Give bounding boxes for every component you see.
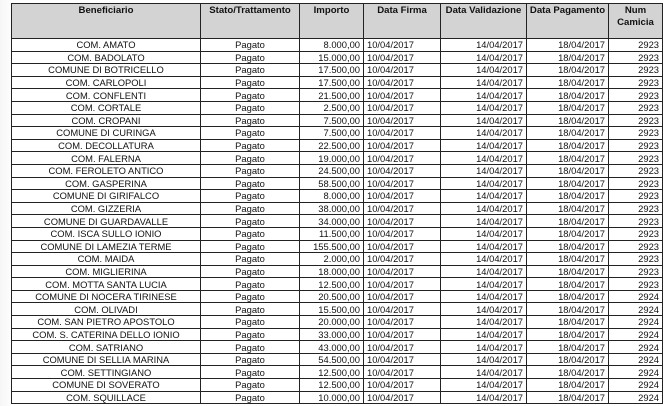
cell-beneficiario: COM. CONFLENTI — [12, 89, 201, 102]
cell-data-firma: 10/04/2017 — [364, 227, 441, 240]
cell-data-validazione: 14/04/2017 — [441, 114, 527, 127]
header-num-camicia: Num Camicia — [609, 4, 663, 39]
cell-beneficiario: COM. DECOLLATURA — [12, 139, 201, 152]
cell-num-camicia: 2923 — [609, 76, 663, 89]
table-row — [12, 227, 663, 240]
cell-beneficiario: COM. FALERNA — [12, 152, 201, 165]
cell-importo: 7.500,00 — [300, 114, 364, 127]
cell-beneficiario: COMUNE DI GIRIFALCO — [12, 190, 201, 203]
cell-data-pagamento: 18/04/2017 — [527, 253, 609, 266]
cell-data-firma: 10/04/2017 — [364, 39, 441, 52]
cell-data-pagamento: 18/04/2017 — [527, 64, 609, 77]
cell-data-firma: 10/04/2017 — [364, 328, 441, 341]
cell-num-camicia: 2924 — [609, 353, 663, 366]
cell-beneficiario: COM. CORTALE — [12, 101, 201, 114]
cell-data-validazione: 14/04/2017 — [441, 51, 527, 64]
header-row — [12, 4, 663, 39]
cell-data-validazione: 14/04/2017 — [441, 127, 527, 140]
table-row — [12, 341, 663, 354]
cell-importo: 17.500,00 — [300, 64, 364, 77]
cell-beneficiario: COM. S. CATERINA DELLO IONIO — [12, 328, 201, 341]
table-row — [12, 303, 663, 316]
cell-beneficiario: COM. SAN PIETRO APOSTOLO — [12, 316, 201, 329]
cell-importo: 12.500,00 — [300, 278, 364, 291]
cell-data-firma: 10/04/2017 — [364, 379, 441, 392]
cell-beneficiario: COM. CARLOPOLI — [12, 76, 201, 89]
cell-num-camicia: 2923 — [609, 164, 663, 177]
cell-stato: Pagato — [201, 341, 300, 354]
cell-beneficiario: COMUNE DI CURINGA — [12, 127, 201, 140]
cell-data-firma: 10/04/2017 — [364, 253, 441, 266]
cell-importo: 15.000,00 — [300, 51, 364, 64]
cell-stato: Pagato — [201, 177, 300, 190]
cell-data-firma: 10/04/2017 — [364, 341, 441, 354]
cell-num-camicia: 2924 — [609, 379, 663, 392]
cell-data-firma: 10/04/2017 — [364, 101, 441, 114]
cell-importo: 38.000,00 — [300, 202, 364, 215]
table-row — [12, 127, 663, 140]
cell-data-pagamento: 18/04/2017 — [527, 202, 609, 215]
cell-data-firma: 10/04/2017 — [364, 89, 441, 102]
cell-beneficiario: COM. SETTINGIANO — [12, 366, 201, 379]
cell-data-pagamento: 18/04/2017 — [527, 341, 609, 354]
cell-stato: Pagato — [201, 303, 300, 316]
cell-importo: 21.500,00 — [300, 89, 364, 102]
cell-data-pagamento: 18/04/2017 — [527, 353, 609, 366]
table-row — [12, 190, 663, 203]
cell-beneficiario: COM. ISCA SULLO IONIO — [12, 227, 201, 240]
cell-beneficiario: COM. BADOLATO — [12, 51, 201, 64]
table-row — [12, 278, 663, 291]
cell-stato: Pagato — [201, 190, 300, 203]
cell-data-firma: 10/04/2017 — [364, 366, 441, 379]
cell-num-camicia: 2923 — [609, 177, 663, 190]
cell-data-validazione: 14/04/2017 — [441, 39, 527, 52]
cell-num-camicia: 2924 — [609, 328, 663, 341]
cell-data-firma: 10/04/2017 — [364, 76, 441, 89]
table-row — [12, 328, 663, 341]
cell-stato: Pagato — [201, 51, 300, 64]
cell-data-pagamento: 18/04/2017 — [527, 379, 609, 392]
cell-importo: 8.000,00 — [300, 190, 364, 203]
cell-data-firma: 10/04/2017 — [364, 278, 441, 291]
cell-stato: Pagato — [201, 89, 300, 102]
cell-data-firma: 10/04/2017 — [364, 240, 441, 253]
cell-stato: Pagato — [201, 39, 300, 52]
cell-data-pagamento: 18/04/2017 — [527, 152, 609, 165]
cell-num-camicia: 2923 — [609, 139, 663, 152]
cell-beneficiario: COM. CROPANI — [12, 114, 201, 127]
cell-importo: 155.500,00 — [300, 240, 364, 253]
cell-data-firma: 10/04/2017 — [364, 190, 441, 203]
cell-data-validazione: 14/04/2017 — [441, 290, 527, 303]
cell-data-validazione: 14/04/2017 — [441, 353, 527, 366]
cell-importo: 11.500,00 — [300, 227, 364, 240]
table-row — [12, 51, 663, 64]
cell-importo: 10.000,00 — [300, 391, 364, 404]
cell-beneficiario: COMUNE DI SOVERATO — [12, 379, 201, 392]
cell-data-pagamento: 18/04/2017 — [527, 328, 609, 341]
cell-data-pagamento: 18/04/2017 — [527, 76, 609, 89]
cell-stato: Pagato — [201, 278, 300, 291]
cell-data-validazione: 14/04/2017 — [441, 101, 527, 114]
cell-data-pagamento: 18/04/2017 — [527, 177, 609, 190]
cell-importo: 12.500,00 — [300, 379, 364, 392]
cell-importo: 20.500,00 — [300, 290, 364, 303]
cell-importo: 2.500,00 — [300, 101, 364, 114]
cell-data-pagamento: 18/04/2017 — [527, 316, 609, 329]
cell-data-validazione: 14/04/2017 — [441, 391, 527, 404]
cell-stato: Pagato — [201, 253, 300, 266]
cell-stato: Pagato — [201, 152, 300, 165]
table-row — [12, 316, 663, 329]
cell-data-validazione: 14/04/2017 — [441, 152, 527, 165]
cell-data-pagamento: 18/04/2017 — [527, 164, 609, 177]
cell-data-validazione: 14/04/2017 — [441, 240, 527, 253]
cell-data-firma: 10/04/2017 — [364, 64, 441, 77]
cell-beneficiario: COM. AMATO — [12, 39, 201, 52]
payments-table — [11, 3, 663, 404]
cell-stato: Pagato — [201, 391, 300, 404]
table-row — [12, 177, 663, 190]
cell-importo: 2.000,00 — [300, 253, 364, 266]
cell-data-firma: 10/04/2017 — [364, 265, 441, 278]
cell-data-validazione: 14/04/2017 — [441, 265, 527, 278]
cell-importo: 54.500,00 — [300, 353, 364, 366]
cell-num-camicia: 2923 — [609, 215, 663, 228]
cell-num-camicia: 2923 — [609, 265, 663, 278]
cell-stato: Pagato — [201, 64, 300, 77]
cell-stato: Pagato — [201, 76, 300, 89]
cell-num-camicia: 2923 — [609, 39, 663, 52]
cell-stato: Pagato — [201, 240, 300, 253]
cell-stato: Pagato — [201, 316, 300, 329]
cell-data-pagamento: 18/04/2017 — [527, 39, 609, 52]
cell-data-firma: 10/04/2017 — [364, 353, 441, 366]
cell-data-pagamento: 18/04/2017 — [527, 290, 609, 303]
table-row — [12, 139, 663, 152]
cell-importo: 8.000,00 — [300, 39, 364, 52]
table-row — [12, 164, 663, 177]
cell-num-camicia: 2923 — [609, 253, 663, 266]
cell-importo: 34.000,00 — [300, 215, 364, 228]
cell-num-camicia: 2923 — [609, 190, 663, 203]
table-row — [12, 39, 663, 52]
cell-num-camicia: 2923 — [609, 240, 663, 253]
cell-beneficiario: COMUNE DI BOTRICELLO — [12, 64, 201, 77]
cell-data-validazione: 14/04/2017 — [441, 89, 527, 102]
cell-data-firma: 10/04/2017 — [364, 164, 441, 177]
table-body — [12, 39, 663, 404]
cell-data-firma: 10/04/2017 — [364, 114, 441, 127]
cell-data-pagamento: 18/04/2017 — [527, 391, 609, 404]
cell-beneficiario: COM. OLIVADI — [12, 303, 201, 316]
cell-num-camicia: 2923 — [609, 51, 663, 64]
table-row — [12, 265, 663, 278]
cell-stato: Pagato — [201, 290, 300, 303]
table-row — [12, 366, 663, 379]
cell-beneficiario: COM. MIGLIERINA — [12, 265, 201, 278]
cell-importo: 43.000,00 — [300, 341, 364, 354]
table-row — [12, 215, 663, 228]
table-row — [12, 379, 663, 392]
cell-beneficiario: COMUNE DI NOCERA TIRINESE — [12, 290, 201, 303]
header-beneficiario: Beneficiario — [12, 4, 201, 39]
cell-num-camicia: 2923 — [609, 227, 663, 240]
cell-num-camicia: 2923 — [609, 101, 663, 114]
cell-num-camicia: 2923 — [609, 152, 663, 165]
cell-data-pagamento: 18/04/2017 — [527, 227, 609, 240]
cell-stato: Pagato — [201, 215, 300, 228]
cell-num-camicia: 2923 — [609, 278, 663, 291]
table-row — [12, 290, 663, 303]
cell-importo: 22.500,00 — [300, 139, 364, 152]
cell-beneficiario: COMUNE DI LAMEZIA TERME — [12, 240, 201, 253]
cell-data-firma: 10/04/2017 — [364, 391, 441, 404]
cell-data-firma: 10/04/2017 — [364, 127, 441, 140]
table-row — [12, 202, 663, 215]
cell-num-camicia: 2924 — [609, 391, 663, 404]
cell-data-firma: 10/04/2017 — [364, 139, 441, 152]
cell-importo: 20.000,00 — [300, 316, 364, 329]
cell-data-validazione: 14/04/2017 — [441, 366, 527, 379]
cell-importo: 7.500,00 — [300, 127, 364, 140]
table-row — [12, 253, 663, 266]
cell-data-validazione: 14/04/2017 — [441, 215, 527, 228]
cell-data-firma: 10/04/2017 — [364, 177, 441, 190]
cell-stato: Pagato — [201, 127, 300, 140]
cell-importo: 18.000,00 — [300, 265, 364, 278]
cell-num-camicia: 2923 — [609, 89, 663, 102]
cell-data-pagamento: 18/04/2017 — [527, 303, 609, 316]
cell-data-firma: 10/04/2017 — [364, 215, 441, 228]
table-row — [12, 391, 663, 404]
cell-beneficiario: COM. MAIDA — [12, 253, 201, 266]
cell-stato: Pagato — [201, 328, 300, 341]
cell-data-validazione: 14/04/2017 — [441, 177, 527, 190]
cell-data-validazione: 14/04/2017 — [441, 379, 527, 392]
cell-num-camicia: 2924 — [609, 303, 663, 316]
table-header — [12, 4, 663, 39]
cell-stato: Pagato — [201, 379, 300, 392]
table-row — [12, 152, 663, 165]
cell-data-pagamento: 18/04/2017 — [527, 114, 609, 127]
cell-data-pagamento: 18/04/2017 — [527, 139, 609, 152]
header-stato-trattamento: Stato/Trattamento — [201, 4, 300, 39]
cell-data-validazione: 14/04/2017 — [441, 278, 527, 291]
cell-importo: 17.500,00 — [300, 76, 364, 89]
cell-data-firma: 10/04/2017 — [364, 202, 441, 215]
cell-stato: Pagato — [201, 139, 300, 152]
cell-stato: Pagato — [201, 101, 300, 114]
cell-data-firma: 10/04/2017 — [364, 152, 441, 165]
cell-num-camicia: 2923 — [609, 127, 663, 140]
cell-data-validazione: 14/04/2017 — [441, 303, 527, 316]
cell-data-validazione: 14/04/2017 — [441, 316, 527, 329]
cell-stato: Pagato — [201, 227, 300, 240]
cell-stato: Pagato — [201, 366, 300, 379]
cell-importo: 24.500,00 — [300, 164, 364, 177]
header-data-validazione: Data Validazione — [441, 4, 527, 39]
cell-data-firma: 10/04/2017 — [364, 290, 441, 303]
cell-data-pagamento: 18/04/2017 — [527, 89, 609, 102]
cell-data-pagamento: 18/04/2017 — [527, 101, 609, 114]
table-row — [12, 114, 663, 127]
table-row — [12, 89, 663, 102]
cell-beneficiario: COM. GIZZERIA — [12, 202, 201, 215]
cell-importo: 19.000,00 — [300, 152, 364, 165]
cell-beneficiario: COM. MOTTA SANTA LUCIA — [12, 278, 201, 291]
cell-stato: Pagato — [201, 353, 300, 366]
cell-importo: 58.500,00 — [300, 177, 364, 190]
cell-num-camicia: 2923 — [609, 64, 663, 77]
cell-data-validazione: 14/04/2017 — [441, 76, 527, 89]
cell-data-pagamento: 18/04/2017 — [527, 190, 609, 203]
cell-data-validazione: 14/04/2017 — [441, 190, 527, 203]
cell-data-pagamento: 18/04/2017 — [527, 240, 609, 253]
cell-data-validazione: 14/04/2017 — [441, 341, 527, 354]
cell-num-camicia: 2924 — [609, 316, 663, 329]
cell-data-pagamento: 18/04/2017 — [527, 366, 609, 379]
table-row — [12, 101, 663, 114]
cell-importo: 15.500,00 — [300, 303, 364, 316]
cell-stato: Pagato — [201, 265, 300, 278]
cell-data-validazione: 14/04/2017 — [441, 164, 527, 177]
cell-data-validazione: 14/04/2017 — [441, 64, 527, 77]
table-row — [12, 76, 663, 89]
cell-num-camicia: 2924 — [609, 290, 663, 303]
cell-num-camicia: 2923 — [609, 114, 663, 127]
cell-num-camicia: 2924 — [609, 366, 663, 379]
cell-data-validazione: 14/04/2017 — [441, 328, 527, 341]
cell-data-validazione: 14/04/2017 — [441, 253, 527, 266]
cell-beneficiario: COM. GASPERINA — [12, 177, 201, 190]
cell-stato: Pagato — [201, 114, 300, 127]
table-row — [12, 240, 663, 253]
table-row — [12, 353, 663, 366]
header-data-pagamento: Data Pagamento — [527, 4, 609, 39]
cell-beneficiario: COMUNE DI GUARDAVALLE — [12, 215, 201, 228]
cell-stato: Pagato — [201, 202, 300, 215]
cell-data-validazione: 14/04/2017 — [441, 227, 527, 240]
cell-beneficiario: COM. SQUILLACE — [12, 391, 201, 404]
cell-data-pagamento: 18/04/2017 — [527, 51, 609, 64]
cell-data-pagamento: 18/04/2017 — [527, 215, 609, 228]
cell-beneficiario: COMUNE DI SELLIA MARINA — [12, 353, 201, 366]
cell-data-firma: 10/04/2017 — [364, 303, 441, 316]
cell-beneficiario: COM. FEROLETO ANTICO — [12, 164, 201, 177]
cell-num-camicia: 2924 — [609, 341, 663, 354]
cell-data-pagamento: 18/04/2017 — [527, 127, 609, 140]
cell-data-firma: 10/04/2017 — [364, 51, 441, 64]
cell-data-pagamento: 18/04/2017 — [527, 265, 609, 278]
cell-beneficiario: COM. SATRIANO — [12, 341, 201, 354]
cell-data-validazione: 14/04/2017 — [441, 139, 527, 152]
header-importo: Importo — [300, 4, 364, 39]
cell-data-validazione: 14/04/2017 — [441, 202, 527, 215]
cell-importo: 12.500,00 — [300, 366, 364, 379]
cell-stato: Pagato — [201, 164, 300, 177]
cell-data-firma: 10/04/2017 — [364, 316, 441, 329]
header-data-firma: Data Firma — [364, 4, 441, 39]
cell-num-camicia: 2923 — [609, 202, 663, 215]
table-row — [12, 64, 663, 77]
cell-data-pagamento: 18/04/2017 — [527, 278, 609, 291]
cell-importo: 33.000,00 — [300, 328, 364, 341]
